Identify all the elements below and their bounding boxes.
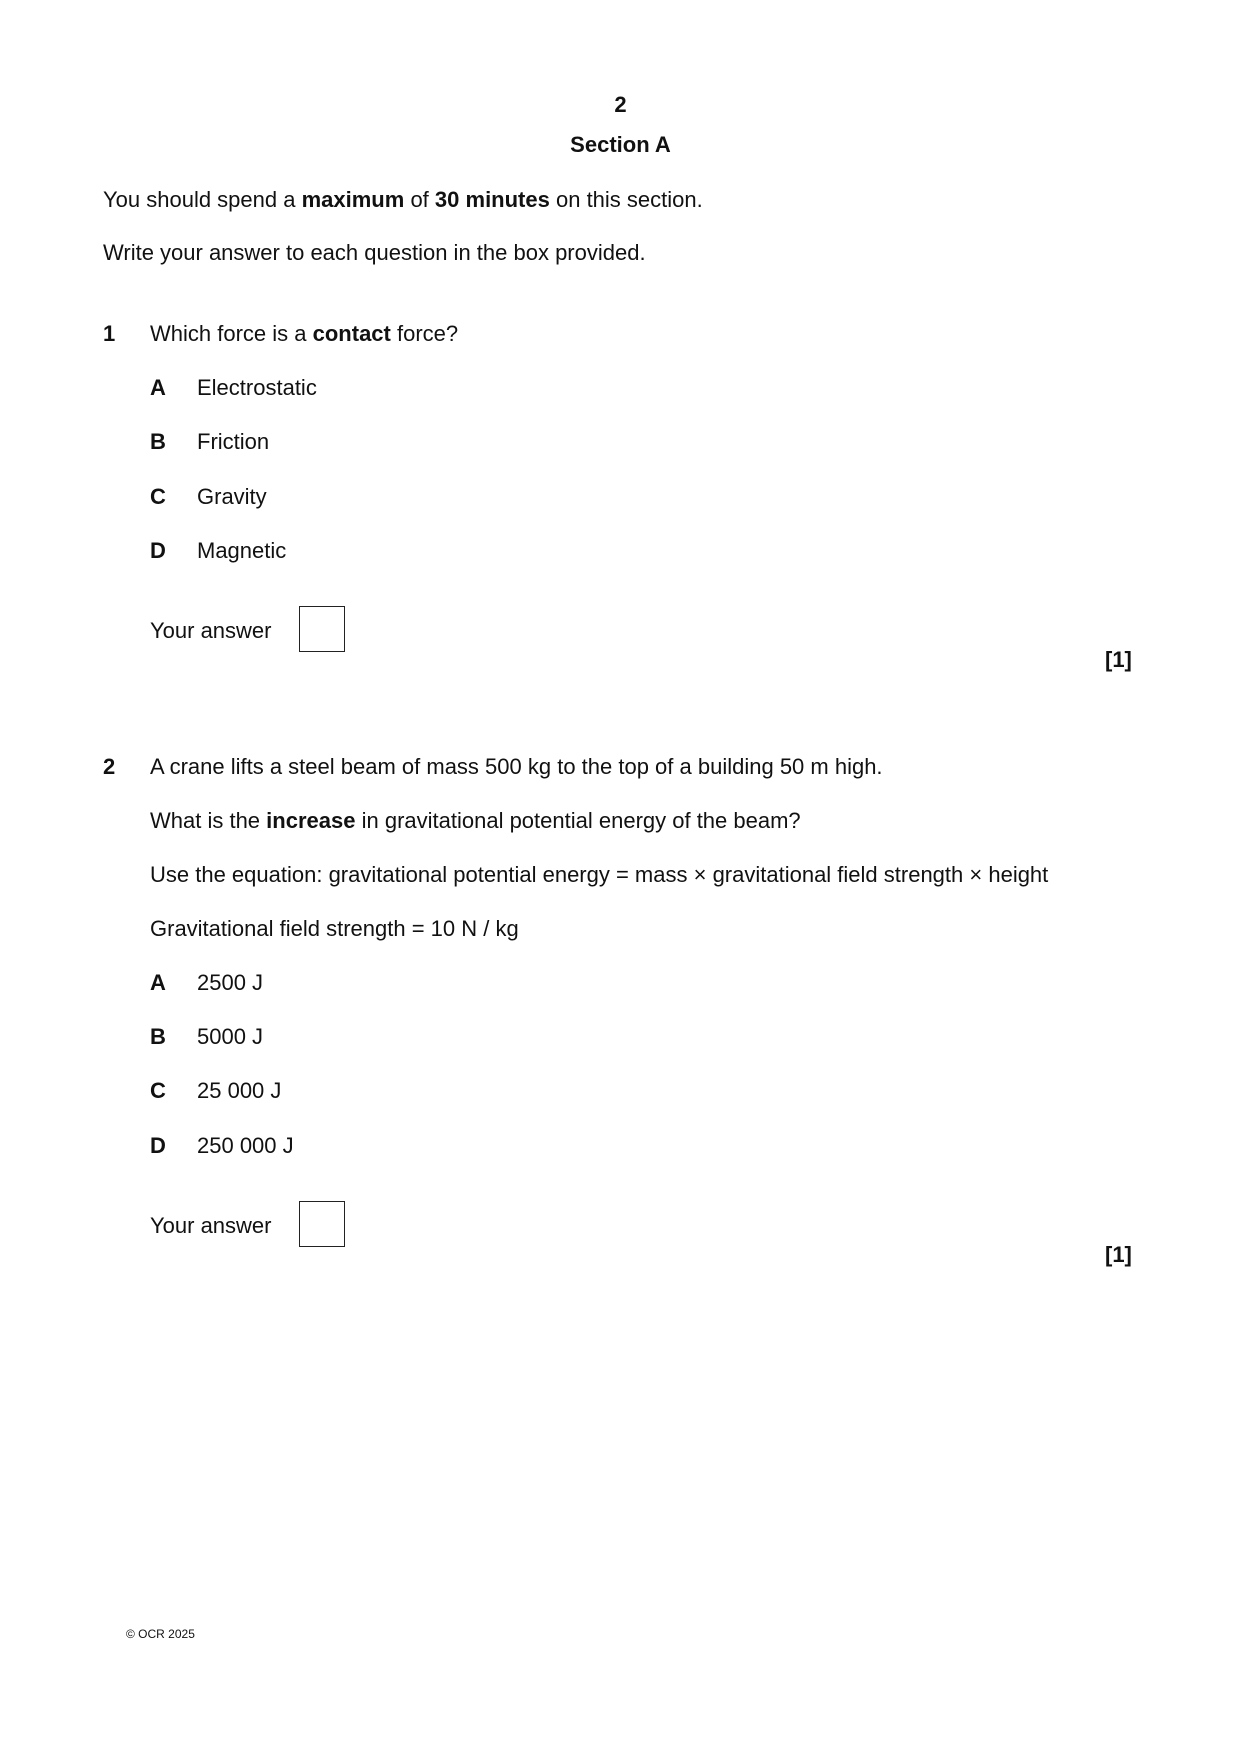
instruction-time: [103, 187, 703, 213]
question-1-option-d-letter: D: [150, 538, 166, 563]
instruction-time-pre: You should spend a: [103, 187, 296, 212]
question-1-option-c-text: Gravity: [197, 484, 267, 509]
page-number: 2: [614, 92, 627, 117]
question-2-option-b-text: 5000 J: [197, 1024, 264, 1049]
question-2-option-c-text: 25 000 J: [197, 1078, 282, 1103]
question-2-marks: [1]: [1105, 1242, 1132, 1267]
question-1-stem-pre: Which force is a: [150, 321, 307, 346]
question-2-stem-line2-post: in gravitational potential energy of the beam?: [361, 808, 801, 833]
question-2-field-strength: Gravitational field strength = 10 N / kg: [150, 916, 519, 941]
question-1-stem-bold: contact: [312, 321, 391, 346]
question-1-number: 1: [103, 321, 116, 346]
instruction-time-post: on this section.: [555, 187, 703, 212]
question-2-option-d-letter: D: [150, 1133, 166, 1158]
question-2-option-a-text: 2500 J: [197, 970, 264, 995]
question-1-option-a-text: Electrostatic: [197, 375, 317, 400]
question-2-option-a-letter: A: [150, 970, 166, 995]
question-2-option-d-text: 250 000 J: [197, 1133, 294, 1158]
question-1-stem-post: force?: [397, 321, 459, 346]
copyright-footer: © OCR 2025: [126, 1627, 195, 1641]
section-title: Section A: [570, 132, 671, 157]
question-1-stem: [150, 321, 458, 347]
question-1-option-b-letter: B: [150, 429, 166, 454]
question-2-stem-line2-bold: increase: [266, 808, 356, 833]
question-2-option-b-letter: B: [150, 1024, 166, 1049]
instruction-time-bold-maximum: maximum: [301, 187, 405, 212]
question-2-option-c-letter: C: [150, 1078, 166, 1103]
question-1-option-d-text: Magnetic: [197, 538, 287, 563]
question-2-stem-line2-pre: What is the: [150, 808, 261, 833]
question-2-answer-label: Your answer: [150, 1213, 272, 1238]
question-2-stem-line2: [150, 808, 801, 834]
instruction-answer: Write your answer to each question in the box provided.: [103, 240, 646, 265]
question-2-stem-line1: A crane lifts a steel beam of mass 500 kg to the top of a building 50 m high.: [150, 754, 883, 779]
question-1-answer-box[interactable]: [299, 606, 345, 652]
question-1-marks: [1]: [1105, 647, 1132, 672]
question-1-option-a-letter: A: [150, 375, 166, 400]
question-2-answer-box[interactable]: [299, 1201, 345, 1247]
instruction-time-bold-minutes: 30 minutes: [434, 187, 550, 212]
question-1-option-b-text: Friction: [197, 429, 270, 454]
instruction-time-mid: of: [410, 187, 429, 212]
question-1-option-c-letter: C: [150, 484, 166, 509]
question-2-equation: Use the equation: gravitational potential energy = mass × gravitational field strength × height: [150, 862, 1049, 887]
question-2-number: 2: [103, 754, 116, 779]
question-1-answer-label: Your answer: [150, 618, 272, 643]
